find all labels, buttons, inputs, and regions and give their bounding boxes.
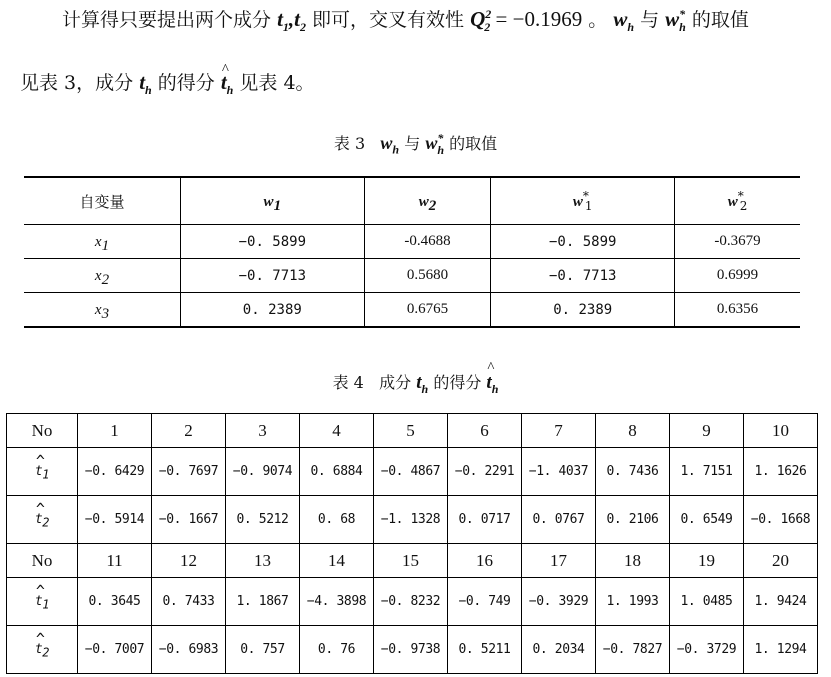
table-row-t2: [7, 496, 818, 544]
cell: −1. 1328: [374, 496, 448, 544]
text: 。: [588, 9, 608, 31]
cell: −0. 9074: [226, 448, 300, 496]
text: 与: [640, 9, 660, 31]
text: 计算得只要提出两个成分: [62, 9, 272, 31]
paragraph-line-1: [62, 6, 831, 33]
table-row: [24, 259, 800, 293]
cell: 0. 757: [226, 626, 300, 674]
cell: 9: [670, 414, 744, 448]
cell: 15: [374, 544, 448, 578]
table3-caption: 表 3 $w_h$ 与 $w^*_h$ 的取值: [333, 131, 498, 157]
cell: 1: [78, 414, 152, 448]
cell: −0. 4867: [374, 448, 448, 496]
cell: 0. 0717: [448, 496, 522, 544]
cell: 0. 6884: [300, 448, 374, 496]
cell: −0. 7827: [596, 626, 670, 674]
cell: −0. 7697: [152, 448, 226, 496]
cell: 12: [152, 544, 226, 578]
row-label: No: [7, 544, 78, 578]
cell: 19: [670, 544, 744, 578]
cell: 0. 2034: [522, 626, 596, 674]
table-row-no: [7, 414, 818, 448]
row-label: ^ $t_1$: [7, 448, 78, 496]
cell: −0. 1668: [744, 496, 818, 544]
header-w2: $w_2$: [364, 177, 491, 225]
cell: −0. 9738: [374, 626, 448, 674]
text: 的得分: [157, 72, 215, 94]
cell: 7: [522, 414, 596, 448]
math-w-star: $w^*_h$: [665, 7, 686, 35]
cell: 14: [300, 544, 374, 578]
cell: 0. 7436: [596, 448, 670, 496]
table-row-t2: [7, 626, 818, 674]
cell: −0. 7713: [491, 259, 675, 293]
cell: 4: [300, 414, 374, 448]
math-w: $w_h$: [613, 7, 635, 35]
cell: 0. 5212: [226, 496, 300, 544]
header-w2-star: $w^*_2$: [675, 177, 800, 225]
cell: 0. 0767: [522, 496, 596, 544]
cell: 16: [448, 544, 522, 578]
cell: −0. 5914: [78, 496, 152, 544]
text: 见表 4。: [239, 72, 315, 94]
cell: −4. 3898: [300, 578, 374, 626]
row-label: No: [7, 414, 78, 448]
cell: 1. 7151: [670, 448, 744, 496]
cell: 0. 6549: [670, 496, 744, 544]
cell: 1. 0485: [670, 578, 744, 626]
cell: 10: [744, 414, 818, 448]
cell: 17: [522, 544, 596, 578]
row-label: ^ $t_1$: [7, 578, 78, 626]
cell: 18: [596, 544, 670, 578]
table-row: [24, 293, 800, 328]
cell: −0. 6983: [152, 626, 226, 674]
cell: 0. 2389: [491, 293, 675, 328]
table-row-t1: [7, 448, 818, 496]
cell: -0.3679: [675, 225, 800, 259]
cell: −0. 8232: [374, 578, 448, 626]
cell: −0. 7007: [78, 626, 152, 674]
row-label: ^ $t_2$: [7, 626, 78, 674]
cell: −0. 5899: [181, 225, 365, 259]
cell: 0. 68: [300, 496, 374, 544]
cell: 5: [374, 414, 448, 448]
table3: [24, 176, 800, 328]
cell: 1. 1626: [744, 448, 818, 496]
cell: 1. 1867: [226, 578, 300, 626]
cell: 0.6765: [364, 293, 491, 328]
cell: 0. 2106: [596, 496, 670, 544]
cell: −0. 749: [448, 578, 522, 626]
text: 的取值: [691, 9, 749, 31]
cell: −0. 2291: [448, 448, 522, 496]
row-variable: $x_2$: [24, 259, 181, 293]
cell: −0. 7713: [181, 259, 365, 293]
cell: 0. 5211: [448, 626, 522, 674]
cell: −0. 3929: [522, 578, 596, 626]
table-row-t1: [7, 578, 818, 626]
header-w1-star: $w^*_1$: [491, 177, 675, 225]
cell: 13: [226, 544, 300, 578]
cell: 3: [226, 414, 300, 448]
cell: −0. 5899: [491, 225, 675, 259]
cell: 1. 1993: [596, 578, 670, 626]
cell: 0. 3645: [78, 578, 152, 626]
cell: 8: [596, 414, 670, 448]
cell: 6: [448, 414, 522, 448]
header-w1: $w_1$: [181, 177, 365, 225]
cell: 0.5680: [364, 259, 491, 293]
row-label: ^ $t_2$: [7, 496, 78, 544]
cell: 1. 1294: [744, 626, 818, 674]
cell: 11: [78, 544, 152, 578]
cell: −0. 1667: [152, 496, 226, 544]
cell: 0.6356: [675, 293, 800, 328]
cell: −0. 6429: [78, 448, 152, 496]
table-row-no: [7, 544, 818, 578]
math-t: $t_1,t_2$: [277, 7, 306, 35]
cell: −0. 3729: [670, 626, 744, 674]
header-variable: 自变量: [24, 177, 181, 225]
table4: [6, 413, 818, 674]
math-th: $t_h$: [139, 70, 152, 98]
text: 即可，交叉有效性: [312, 9, 465, 31]
cell: 1. 9424: [744, 578, 818, 626]
cell: 0.6999: [675, 259, 800, 293]
paragraph-line-2: [20, 69, 831, 96]
row-variable: $x_3$: [24, 293, 181, 328]
cell: 2: [152, 414, 226, 448]
math-q: $Q^2_2$: [470, 7, 492, 35]
text: 见表 3，成分: [20, 72, 134, 94]
cell: 0. 76: [300, 626, 374, 674]
table4-caption: 表 4 成分 $t_h$ 的得分 ^ $t_h$: [0, 370, 831, 394]
table-row: [24, 225, 800, 259]
cell: −1. 4037: [522, 448, 596, 496]
cell: 20: [744, 544, 818, 578]
math-value: = −0.1969: [490, 7, 583, 31]
cell: -0.4688: [364, 225, 491, 259]
cell: 0. 2389: [181, 293, 365, 328]
cell: 0. 7433: [152, 578, 226, 626]
math-th-hat: ^ $t_h$: [221, 70, 234, 94]
row-variable: $x_1$: [24, 225, 181, 259]
